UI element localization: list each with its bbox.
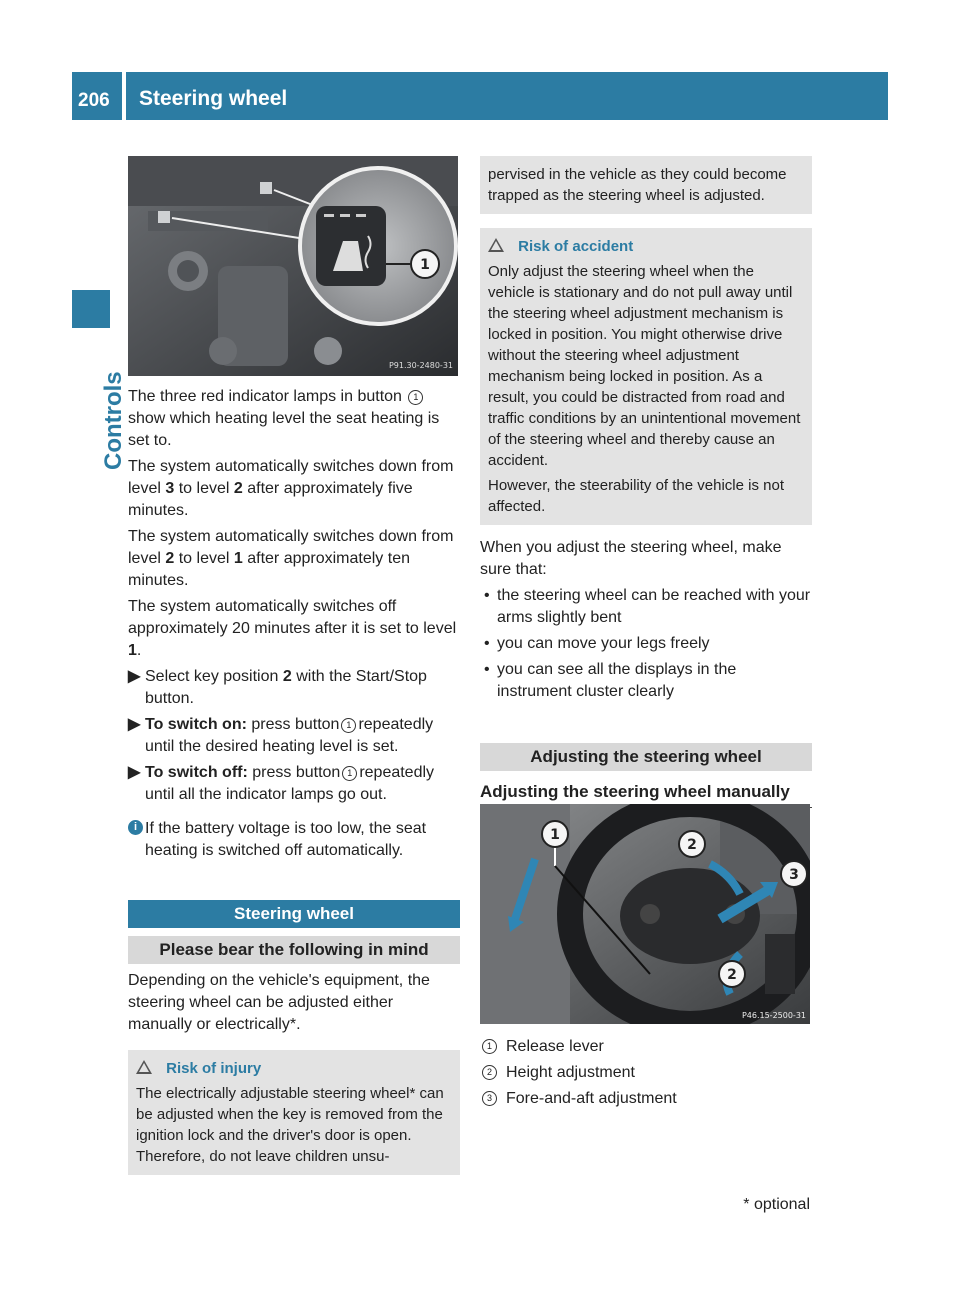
steering-wheel-illustration bbox=[480, 804, 810, 1024]
paragraph-indicator-lamps: The three red indicator lamps in button 1 show which heating level the seat heating is set to. bbox=[128, 388, 440, 449]
paragraph-make-sure: When you adjust the steering wheel, make sure that: bbox=[480, 539, 782, 578]
warning-risk-of-injury bbox=[128, 1050, 460, 1175]
seat-heating-image bbox=[128, 156, 458, 376]
legend-item-fore-aft: 3 Fore-and-aft adjustment bbox=[480, 1088, 812, 1110]
warning-triangle-icon bbox=[488, 238, 504, 252]
bullet-item: • you can see all the displays in the instrument cluster clearly bbox=[484, 661, 737, 700]
seat-heating-marker-1: 1 bbox=[420, 257, 430, 273]
section-title-adjusting: Adjusting the steering wheel bbox=[480, 743, 812, 771]
step-switch-off: ▶ To switch off: press button 1 repeatedly until all the indicator lamps go out. bbox=[128, 764, 435, 803]
marker-3: 3 bbox=[482, 1091, 497, 1106]
warning-risk-of-accident bbox=[480, 228, 812, 525]
steering-marker-2-top: 2 bbox=[687, 837, 697, 853]
steering-marker-2-bottom: 2 bbox=[727, 967, 737, 983]
paragraph-level-3-to-2: The system automatically switches down from level 3 to level 2 after approximately five minutes. bbox=[128, 458, 454, 519]
section-title-steering-wheel: Steering wheel bbox=[128, 900, 460, 928]
footer-note: * optional bbox=[743, 1196, 810, 1213]
legend-item-release-lever: 1 Release lever bbox=[480, 1036, 812, 1058]
page-title: Steering wheel bbox=[139, 87, 288, 110]
subsection-title-manually: Adjusting the steering wheel manually bbox=[480, 781, 812, 808]
warning-text: The electrically adjustable steering wheel* can be adjusted when the key is removed from the ignition lock and the driver's door is open. Therefore, do not leave children unsu- bbox=[136, 1085, 444, 1165]
marker-1: 1 bbox=[482, 1039, 497, 1054]
step-select-key-position: ▶ Select key position 2 with the Start/Stop button. bbox=[128, 668, 427, 707]
bullet-item: • you can move your legs freely bbox=[484, 635, 710, 652]
side-tab-marker bbox=[72, 290, 110, 328]
warning-continued: pervised in the vehicle as they could become trapped as the steering wheel is adjusted. bbox=[480, 156, 812, 214]
paragraph-equipment: Depending on the vehicle's equipment, the steering wheel can be adjusted either manually or electrically*. bbox=[128, 972, 430, 1033]
warning-text: Only adjust the steering wheel when the vehicle is stationary and do not pull away until the steering wheel adjustment mechanism is locked in position. You might otherwise drive without the steering wheel adjustment mechanism being locked in position. As a result, you could be distracted from road and traffic conditions by an unintentional movement of the steering wheel and thereby cause an accident. bbox=[488, 263, 801, 469]
marker-1: 1 bbox=[341, 718, 356, 733]
subsection-title-bear-in-mind: Please bear the following in mind bbox=[128, 936, 460, 964]
marker-2: 2 bbox=[482, 1065, 497, 1080]
steering-marker-1: 1 bbox=[550, 827, 560, 843]
header-separator bbox=[122, 72, 126, 120]
step-switch-on: ▶ To switch on: press button 1 repeatedly until the desired heating level is set. bbox=[128, 716, 434, 755]
page-number: 206 bbox=[78, 90, 110, 111]
legend-item-height: 2 Height adjustment bbox=[480, 1062, 812, 1084]
right-column bbox=[480, 156, 812, 808]
marker-1: 1 bbox=[408, 390, 423, 405]
side-tab-label: Controls bbox=[100, 371, 127, 470]
seat-heating-illustration bbox=[128, 156, 458, 376]
info-icon: i bbox=[128, 820, 143, 835]
step-arrow-icon: ▶ bbox=[128, 716, 141, 733]
legend bbox=[480, 1032, 812, 1114]
warning-triangle-icon bbox=[136, 1060, 152, 1074]
info-note: i If the battery voltage is too low, the seat heating is switched off automatically. bbox=[128, 818, 460, 862]
steering-wheel-image bbox=[480, 804, 810, 1024]
paragraph-switch-off: The system automatically switches off approximately 20 minutes after it is set to level 1. bbox=[128, 598, 457, 659]
paragraph-level-2-to-1: The system automatically switches down from level 2 to level 1 after approximately ten minutes. bbox=[128, 528, 454, 589]
left-column bbox=[128, 386, 460, 1175]
step-arrow-icon: ▶ bbox=[128, 764, 141, 781]
image-code: P91.30-2480-31 bbox=[388, 361, 453, 370]
steering-marker-3: 3 bbox=[789, 867, 799, 883]
marker-1: 1 bbox=[342, 766, 357, 781]
warning-text-2: However, the steerability of the vehicle is not affected. bbox=[488, 477, 784, 515]
warning-title: Risk of accident bbox=[518, 238, 634, 255]
bullet-item: • the steering wheel can be reached with your arms slightly bent bbox=[484, 587, 811, 626]
image-code: P46.15-2500-31 bbox=[741, 1011, 806, 1020]
step-arrow-icon: ▶ bbox=[128, 668, 141, 685]
warning-title: Risk of injury bbox=[166, 1060, 262, 1077]
